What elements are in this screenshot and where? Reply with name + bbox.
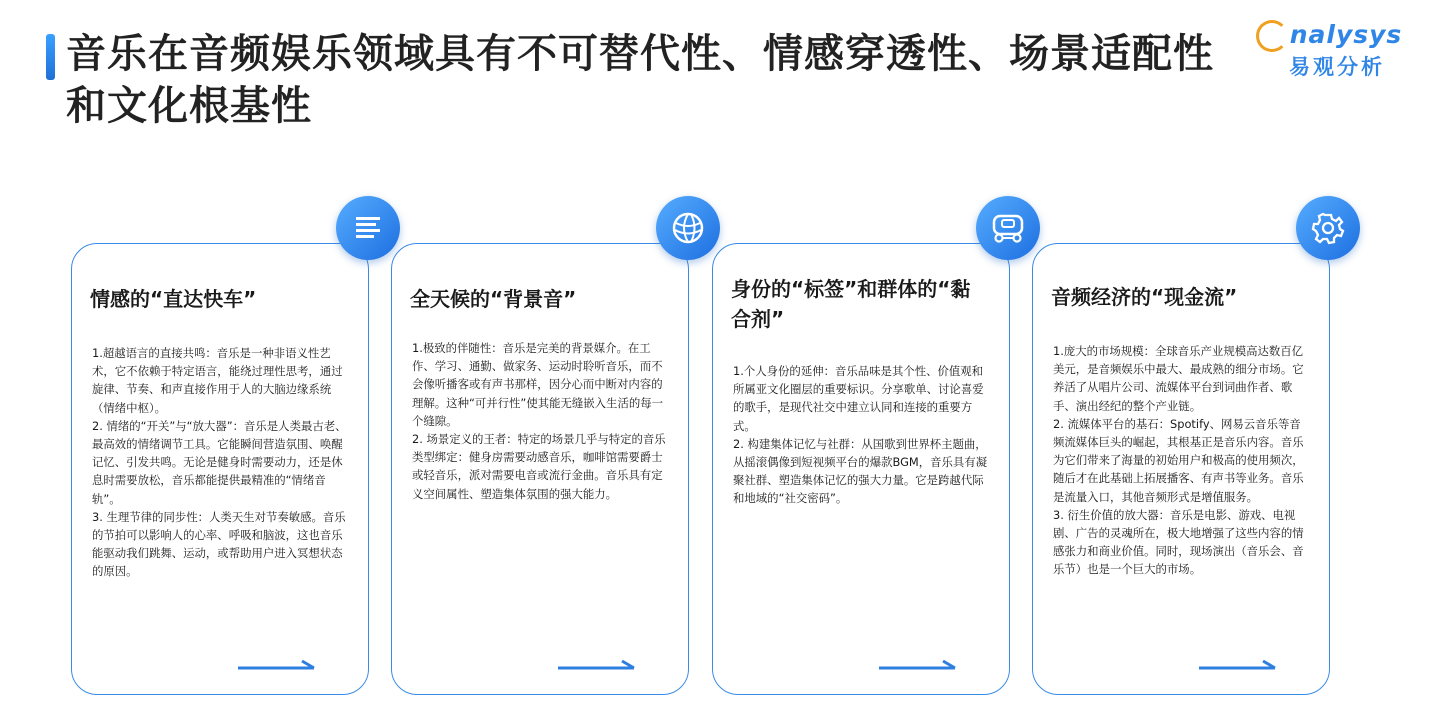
list-icon xyxy=(336,196,400,260)
card-heading: 音频经济的“现金流” xyxy=(1051,285,1238,309)
card-heading: 全天候的“背景音” xyxy=(410,287,577,311)
title-accent-bar xyxy=(46,34,55,80)
arrow-right-icon xyxy=(879,658,959,670)
card-paragraph: 2. 情绪的“开关”与“放大器”：音乐是人类最古老、最高效的情绪调节工具。它能瞬间营造氛围、唤醒记忆、引发共鸣。无论是健身时需要动力，还是休息时需要放松，音乐都能提供最精准的“情绪音轨”。 xyxy=(92,418,347,506)
arrow-right-icon xyxy=(1199,658,1279,670)
globe-icon xyxy=(656,196,720,260)
logo-arc-icon xyxy=(1256,20,1288,52)
card-heading: 情感的“直达快车” xyxy=(90,287,257,311)
card-paragraph: 3. 衍生价值的放大器：音乐是电影、游戏、电视剧、广告的灵魂所在，极大地增强了这些内容的情感张力和商业价值。同时，现场演出（音乐会、音乐节）也是一个巨大的市场。 xyxy=(1053,507,1304,577)
arrow-right-icon xyxy=(558,658,638,670)
logo-chinese: 易观分析 xyxy=(1289,55,1385,79)
card-background xyxy=(391,243,689,695)
card-heading: 身份的“标签”和群体的“黏合剂” xyxy=(731,277,971,331)
card-emotion xyxy=(71,243,369,695)
arrow-right-icon xyxy=(238,658,318,670)
page-title: 音乐在音频娱乐领域具有不可替代性、情感穿透性、场景适配性和文化根基性 xyxy=(66,31,1214,129)
card-identity xyxy=(712,243,1010,695)
card-paragraph: 2. 场景定义的王者：特定的场景几乎与特定的音乐类型绑定：健身房需要动感音乐，咖啡馆需要爵士或轻音乐，派对需要电音或流行金曲。音乐具有定义空间属性、塑造集体氛围的强大能力。 xyxy=(412,432,666,501)
card-body xyxy=(92,344,350,581)
card-paragraph: 3. 生理节律的同步性：人类天生对节奏敏感。音乐的节拍可以影响人的心率、呼吸和脑波，这也音乐能驱动我们跳舞、运动，或帮助用户进入冥想状态的原因。 xyxy=(92,509,346,579)
analysys-logo xyxy=(1262,20,1412,100)
card-economy xyxy=(1032,243,1330,695)
card-paragraph: 1.超越语言的直接共鸣：音乐是一种非语义性艺术，它不依赖于特定语言，能绕过理性思考，通过旋律、节奏、和声直接作用于人的大脑边缘系统（情绪中枢）。 xyxy=(92,346,343,415)
gear-icon xyxy=(1296,196,1360,260)
card-paragraph: 1.个人身份的延伸：音乐品味是其个性、价值观和所属亚文化圈层的重要标识。分享歌单、讨论喜爱的歌手，是现代社交中建立认同和连接的重要方式。 xyxy=(733,364,984,433)
card-paragraph: 2. 流媒体平台的基石：Spotify、网易云音乐等音频流媒体巨头的崛起，其根基正是音乐内容。音乐为它们带来了海量的初始用户和极高的使用频次，随后才在此基础上拓展播客、有声书等业务。音乐是流量入口，其他音频形式是增值服务。 xyxy=(1053,416,1304,504)
card-body xyxy=(733,362,991,508)
card-paragraph: 1.极致的伴随性：音乐是完美的背景媒介。在工作、学习、通勤、做家务、运动时聆听音乐，而不会像听播客或有声书那样，因分心而中断对内容的理解。这种“可并行性”使其能无缝嵌入生活的每一个缝隙。 xyxy=(412,341,664,428)
card-body xyxy=(1053,342,1311,579)
card-paragraph: 1.庞大的市场规模：全球音乐产业规模高达数百亿美元，是音频娱乐中最大、最成熟的细分市场。它养活了从唱片公司、流媒体平台到词曲作者、歌手、演出经纪的整个产业链。 xyxy=(1053,344,1304,413)
card-paragraph: 2. 构建集体记忆与社群：从国歌到世界杯主题曲，从摇滚偶像到短视频平台的爆款BGM，音乐具有凝聚社群、塑造集体记忆的强大力量。它是跨越代际和地域的“社交密码”。 xyxy=(733,436,988,506)
robot-icon xyxy=(976,196,1040,260)
card-body xyxy=(412,339,670,503)
logo-english: nalysys xyxy=(1262,20,1412,49)
